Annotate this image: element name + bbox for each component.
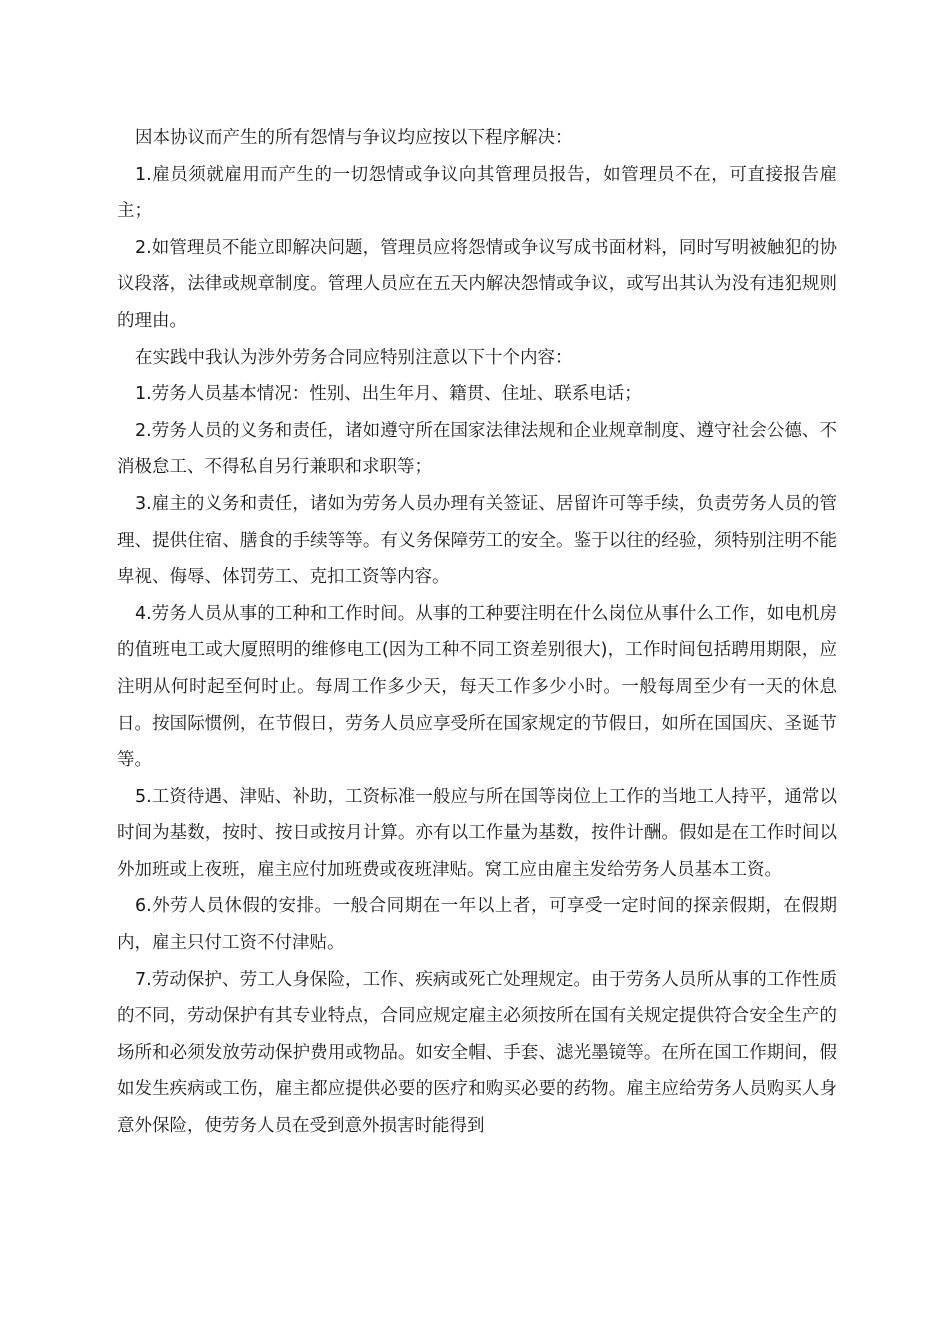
paragraph-intro-dispute: 因本协议而产生的所有怨情与争议均应按以下程序解决： <box>135 128 573 148</box>
paragraph-item-7: 7.劳动保护、劳工人身保险，工作、疾病或死亡处理规定。由于劳务人员所从事的工作性质的不同，劳动保护有其专业特点，合同应规定雇主必须按所在国有关规定提供符合安全生产的场所和必须发放劳动保护费用或物品。如安全帽、手套、滤光墨镜等。在所在国工作期间，假如发生疾病或工伤，雇主都应提供必要的医疗和购买必要的药物。雇主应给劳务人员购买人身意外保险，使劳务人员在受到意外损害时能得到 <box>117 969 837 1137</box>
paragraph-dispute-step-1: 1.雇员须就雇用而产生的一切怨情或争议向其管理员报告，如管理员不在，可直接报告雇主； <box>117 164 837 222</box>
paragraph-dispute-step-2: 2.如管理员不能立即解决问题，管理员应将怨情或争议写成书面材料，同时写明被触犯的协议段落，法律或规章制度。管理人员应在五天内解决怨情或争议，或写出其认为没有违犯规则的理由。 <box>117 237 837 331</box>
paragraph-item-1: 1.劳务人员基本情况：性别、出生年月、籍贯、住址、联系电话； <box>135 384 642 405</box>
paragraph-item-4: 4.劳务人员从事的工种和工作时间。从事的工种要注明在什么岗位从事什么工作，如电机房的值班电工或大厦照明的维修电工(因为工种不同工资差别很大)，工作时间包括聘用期限，应注明从何时起至何时止。每周工作多少天，每天工作多少小时。一般每周至少有一天的休息日。按国际惯例，在节假日，劳务人员应享受所在国家规定的节假日，如所在国国庆、圣诞节等。 <box>117 603 837 771</box>
paragraph-item-3: 3.雇主的义务和责任，诸如为劳务人员办理有关签证、居留许可等手续，负责劳务人员的管理、提供住宿、膳食的手续等等。有义务保障劳工的安全。鉴于以往的经验，须特别注明不能卑视、侮辱、体罚劳工、克扣工资等内容。 <box>117 493 837 588</box>
paragraph-item-2: 2.劳务人员的义务和责任，诸如遵守所在国家法律法规和企业规章制度、遵守社会公德、不消极怠工、不得私自另行兼职和求职等； <box>117 420 837 478</box>
paragraph-intro-contract-items: 在实践中我认为涉外劳务合同应特别注意以下十个内容： <box>135 347 573 368</box>
document-body <box>117 120 837 1145</box>
paragraph-item-5: 5.工资待遇、津贴、补助，工资标准一般应与所在国等岗位上工作的当地工人持平，通常以时间为基数，按时、按日或按月计算。亦有以工作量为基数，按件计酬。假如是在工作时间以外加班或上夜班，雇主应付加班费或夜班津贴。窝工应由雇主发给劳务人员基本工资。 <box>117 786 837 880</box>
paragraph-item-6: 6.外劳人员休假的安排。一般合同期在一年以上者，可享受一定时间的探亲假期，在假期内，雇主只付工资不付津贴。 <box>117 896 837 954</box>
